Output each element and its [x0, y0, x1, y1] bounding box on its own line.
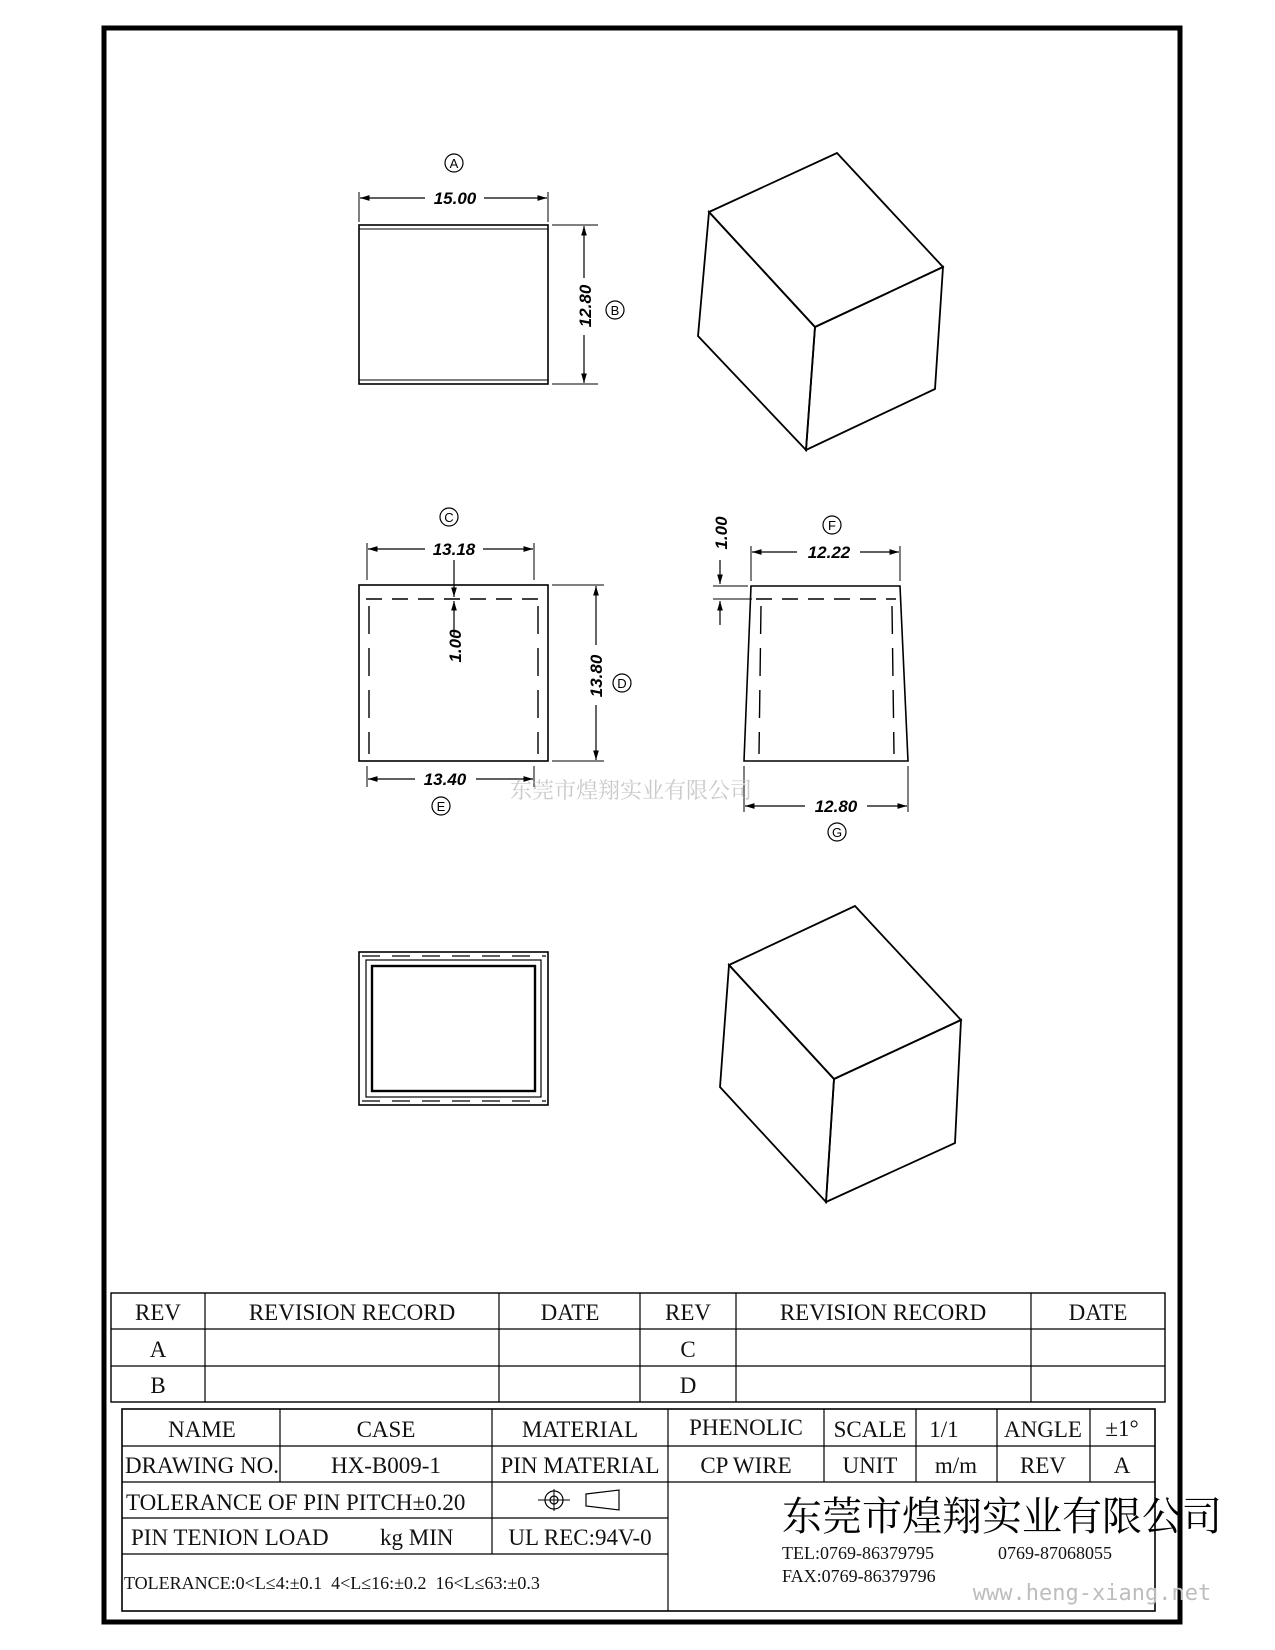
website-watermark: www.heng-xiang.net — [972, 1581, 1212, 1606]
material-value: PHENOLIC — [689, 1415, 803, 1440]
scale-label: SCALE — [833, 1417, 907, 1442]
drawing-no-value: HX-B009-1 — [331, 1453, 441, 1478]
dim-c-top-width: 13.18 — [432, 540, 476, 559]
dim-b-height: 12.80 — [576, 284, 595, 328]
drawing-no-label: DRAWING NO. — [124, 1453, 280, 1478]
revision-record-header-left: REVISION RECORD — [248, 1300, 456, 1325]
rev-label: REV — [1020, 1453, 1066, 1478]
rev-row-d: D — [679, 1373, 697, 1398]
sheet-border — [104, 28, 1180, 1622]
isometric-view-top — [698, 153, 943, 450]
view-bottom — [359, 952, 548, 1105]
isometric-view-bottom — [720, 906, 961, 1202]
date-header-right: DATE — [1068, 1300, 1128, 1325]
dim-g-bottom-width: 12.80 — [814, 797, 858, 816]
ul-rec: UL REC:94V-0 — [508, 1525, 652, 1550]
callout-e — [432, 797, 450, 815]
pin-material-value: CP WIRE — [700, 1453, 792, 1478]
unit-value: m/m — [934, 1453, 978, 1478]
rev-value: A — [1113, 1453, 1131, 1478]
tolerance-general: TOLERANCE:0<L≤4:±0.1 4<L≤16:±0.2 16<L≤63:±0.3 — [124, 1573, 540, 1593]
angle-label: ANGLE — [1004, 1417, 1082, 1442]
company-fax: FAX:0769-86379796 — [782, 1566, 936, 1586]
rev-row-a: A — [149, 1337, 167, 1362]
projection-symbol-icon — [538, 1489, 619, 1511]
view-side-cde — [359, 508, 631, 815]
company-tel: TEL:0769-86379795 — [782, 1543, 934, 1563]
dim-f-wall: 1.00 — [712, 516, 731, 550]
rev-row-b: B — [150, 1373, 166, 1398]
revision-table — [111, 1293, 1165, 1402]
svg-text:G: G — [831, 825, 843, 840]
pin-material-label: PIN MATERIAL — [500, 1453, 660, 1478]
rev-header-right: REV — [665, 1300, 711, 1325]
dim-a-width: 15.00 — [433, 189, 477, 208]
date-header-left: DATE — [540, 1300, 600, 1325]
company-name: 东莞市煌翔实业有限公司 — [782, 1494, 1222, 1540]
name-label: NAME — [168, 1417, 236, 1442]
revision-record-header-right: REVISION RECORD — [779, 1300, 987, 1325]
callout-b — [606, 301, 624, 319]
dim-e-bottom-width: 13.40 — [423, 770, 467, 789]
svg-text:A: A — [449, 156, 459, 171]
scale-value: 1/1 — [929, 1417, 959, 1442]
angle-value: ±1° — [1105, 1416, 1139, 1441]
watermark-company: 东莞市煌翔实业有限公司 — [509, 779, 753, 804]
view-front — [359, 154, 624, 384]
svg-text:E: E — [436, 799, 446, 814]
callout-g — [828, 823, 846, 841]
rev-header-left: REV — [135, 1300, 181, 1325]
dim-f-top-width: 12.22 — [807, 543, 851, 562]
svg-text:B: B — [610, 303, 620, 318]
callout-d — [613, 674, 631, 692]
unit-label: UNIT — [842, 1453, 898, 1478]
tolerance-pin-pitch: TOLERANCE OF PIN PITCH±0.20 — [126, 1490, 466, 1515]
name-value: CASE — [356, 1417, 416, 1442]
material-label: MATERIAL — [521, 1417, 639, 1442]
svg-text:F: F — [828, 518, 836, 533]
rev-row-c: C — [680, 1337, 696, 1362]
pin-tension-unit: kg MIN — [380, 1525, 454, 1550]
callout-a — [445, 154, 463, 172]
svg-text:C: C — [444, 510, 454, 525]
company-tel-2: 0769-87068055 — [998, 1543, 1112, 1563]
callout-f — [823, 516, 841, 534]
svg-text:D: D — [617, 676, 627, 691]
callout-c — [440, 508, 458, 526]
dim-c-wall: 1.00 — [446, 629, 465, 663]
dim-d-height: 13.80 — [587, 654, 606, 698]
pin-tension-label: PIN TENION LOAD — [131, 1525, 329, 1550]
